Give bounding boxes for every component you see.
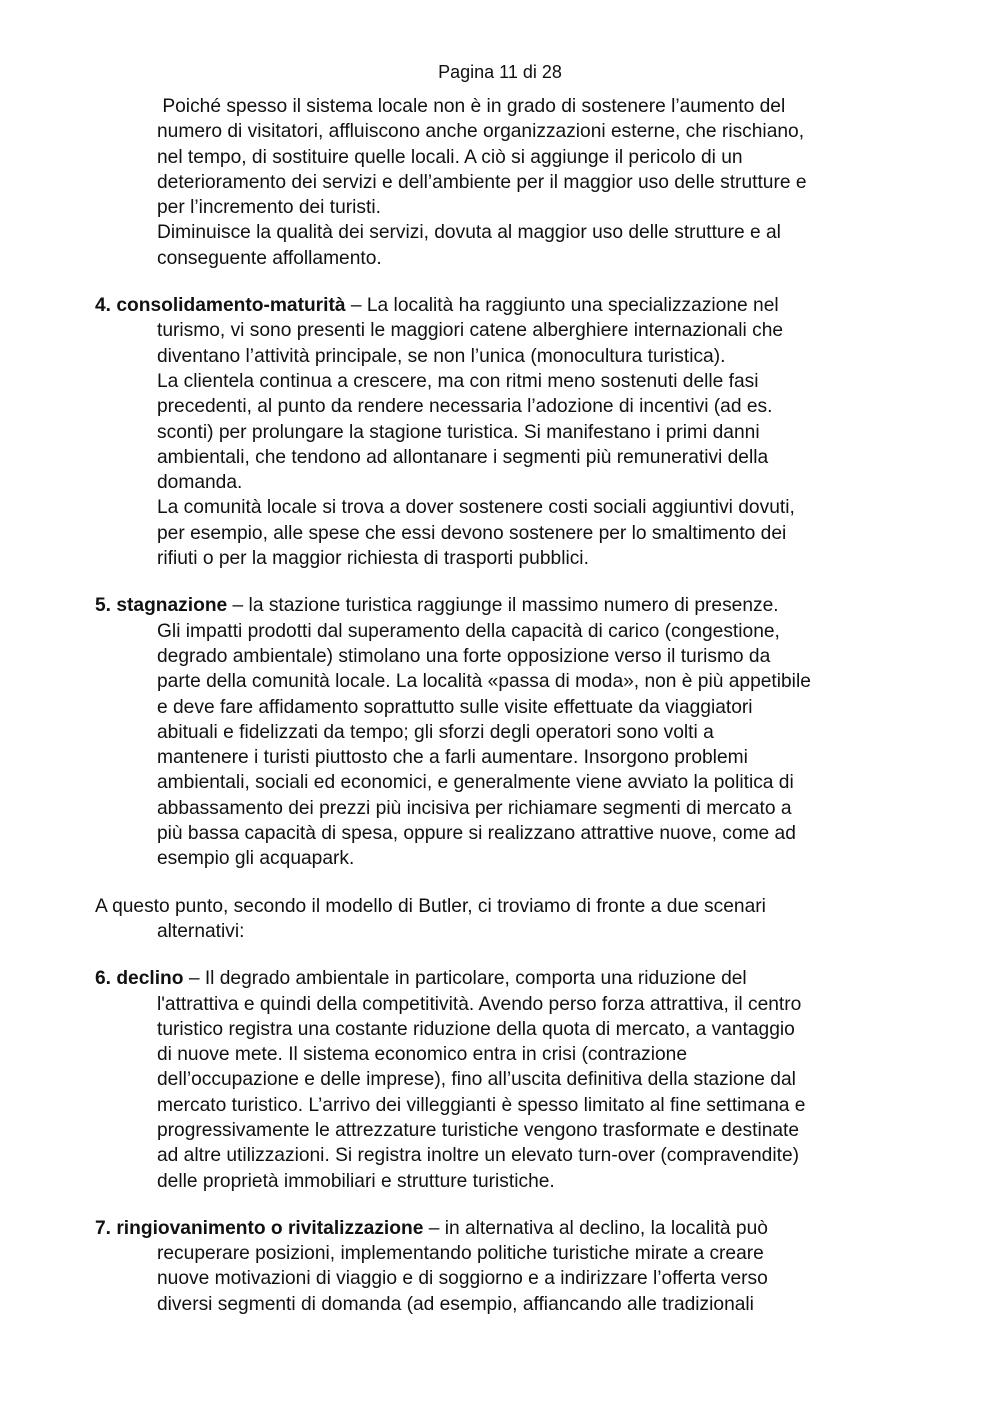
text-line: conseguente affollamento. — [157, 247, 382, 269]
section-stagnazione — [95, 593, 915, 871]
text-line: ad altre utilizzazioni. Si registra inoltre un elevato turn-over (compravendite) — [157, 1145, 800, 1167]
text-line: Gli impatti prodotti dal superamento della capacità di carico (congestione, — [157, 620, 780, 642]
section-ringiovanimento — [95, 1216, 915, 1317]
section-first-line — [95, 966, 915, 991]
text-line: numero di visitatori, affluiscono anche organizzazioni esterne, che rischiano, — [157, 121, 805, 143]
text-line: turistico registra una costante riduzione della quota di mercato, a vantaggio — [157, 1018, 795, 1040]
text-line: sconti) per prolungare la stagione turistica. Si manifestano i primi danni — [157, 421, 760, 443]
intro-paragraph — [95, 94, 915, 271]
text-line: nel tempo, di sostituire quelle locali. A ciò si aggiunge il pericolo di un — [157, 146, 743, 168]
text-line: ambientali, sociali ed economici, e generalmente viene avviato la politica di — [157, 772, 794, 794]
section-first-line — [95, 593, 915, 618]
text-line: diversi segmenti di domanda (ad esempio, affiancando alle tradizionali — [157, 1293, 754, 1315]
text-line: abituali e fidelizzati da tempo; gli sforzi degli operatori sono volti a — [157, 721, 714, 743]
transition-continuation — [95, 919, 915, 944]
section-title: 5. stagnazione — [95, 595, 228, 617]
text-line: mercato turistico. L’arrivo dei villeggianti è spesso limitato al fine settimana e — [157, 1094, 806, 1116]
text-line: La clientela continua a crescere, ma con ritmi meno sostenuti delle fasi — [157, 370, 759, 392]
text-line: progressivamente le attrezzature turistiche vengono trasformate e destinate — [157, 1119, 800, 1141]
text-line: dell’occupazione e delle imprese), fino all’uscita definitiva della stazione dal — [157, 1069, 796, 1091]
section-title: 4. consolidamento-maturità — [95, 295, 346, 317]
text-line: abbassamento dei prezzi più incisiva per richiamare segmenti di mercato a — [157, 797, 792, 819]
section-declino — [95, 966, 915, 1194]
text-line: per l’incremento dei turisti. — [157, 197, 381, 219]
section-body — [95, 318, 915, 571]
text-line: Diminuisce la qualità dei servizi, dovuta al maggior uso delle strutture e al — [157, 222, 781, 244]
section-title: 6. declino — [95, 968, 184, 990]
text-line: mantenere i turisti piuttosto che a farli aumentare. Insorgono problemi — [157, 747, 748, 769]
section-body — [95, 619, 915, 872]
document-body — [95, 94, 915, 1317]
text-line: alternativi: — [157, 920, 245, 942]
text-line: per esempio, alle spese che essi devono sostenere per lo smaltimento dei — [157, 522, 787, 544]
text-line: rifiuti o per la maggior richiesta di trasporti pubblici. — [157, 548, 589, 570]
text-line: delle proprietà immobiliari e strutture turistiche. — [157, 1170, 555, 1192]
section-lead-text: – in alternativa al declino, la località può — [423, 1217, 768, 1239]
text-line: ambientali, che tendono ad allontanare i segmenti più remunerativi della — [157, 446, 769, 468]
transition-paragraph — [95, 894, 915, 945]
section-title: 7. ringiovanimento o rivitalizzazione — [95, 1217, 424, 1239]
section-consolidamento-maturita — [95, 293, 915, 571]
text-line: precedenti, al punto da rendere necessaria l’adozione di incentivi (ad es. — [157, 396, 773, 418]
section-body — [95, 1241, 915, 1317]
text-line: domanda. — [157, 472, 243, 494]
text-line: diventano l’attività principale, se non l’unica (monocultura turistica). — [157, 345, 726, 367]
text-line: e deve fare affidamento soprattutto sulle visite effettuate da viaggiatori — [157, 696, 753, 718]
text-line: turismo, vi sono presenti le maggiori catene alberghiere internazionali che — [157, 320, 784, 342]
text-line: degrado ambientale) stimolano una forte opposizione verso il turismo da — [157, 645, 771, 667]
text-line: recuperare posizioni, implementando politiche turistiche mirate a creare — [157, 1243, 764, 1265]
text-line: di nuove mete. Il sistema economico entra in crisi (contrazione — [157, 1044, 688, 1066]
page-number-header: Pagina 11 di 28 — [438, 62, 562, 82]
text-line: deterioramento dei servizi e dell’ambiente per il maggior uso delle strutture e — [157, 171, 807, 193]
section-lead-text: – la stazione turistica raggiunge il massimo numero di presenze. — [227, 595, 779, 617]
text-line: Poiché spesso il sistema locale non è in grado di sostenere l’aumento del — [157, 96, 786, 117]
text-line: esempio gli acquapark. — [157, 848, 355, 870]
section-lead-text: – Il degrado ambientale in particolare, comporta una riduzione del — [183, 968, 747, 990]
text-line: La comunità locale si trova a dover sostenere costi sociali aggiuntivi dovuti, — [157, 497, 795, 519]
text-line: A questo punto, secondo il modello di Butler, ci troviamo di fronte a due scenari — [95, 895, 766, 917]
text-line: l'attrattiva e quindi della competitività. Avendo perso forza attrattiva, il centro — [157, 993, 802, 1015]
text-line: nuove motivazioni di viaggio e di soggiorno e a indirizzare l’offerta verso — [157, 1268, 768, 1290]
text-line: più bassa capacità di spesa, oppure si realizzano attrattive nuove, come ad — [157, 823, 796, 845]
section-lead-text: – La località ha raggiunto una specializzazione nel — [345, 295, 779, 317]
text-line: parte della comunità locale. La località «passa di moda», non è più appetibile — [157, 671, 811, 693]
section-first-line — [95, 293, 915, 318]
section-first-line — [95, 1216, 915, 1241]
section-body — [95, 992, 915, 1194]
